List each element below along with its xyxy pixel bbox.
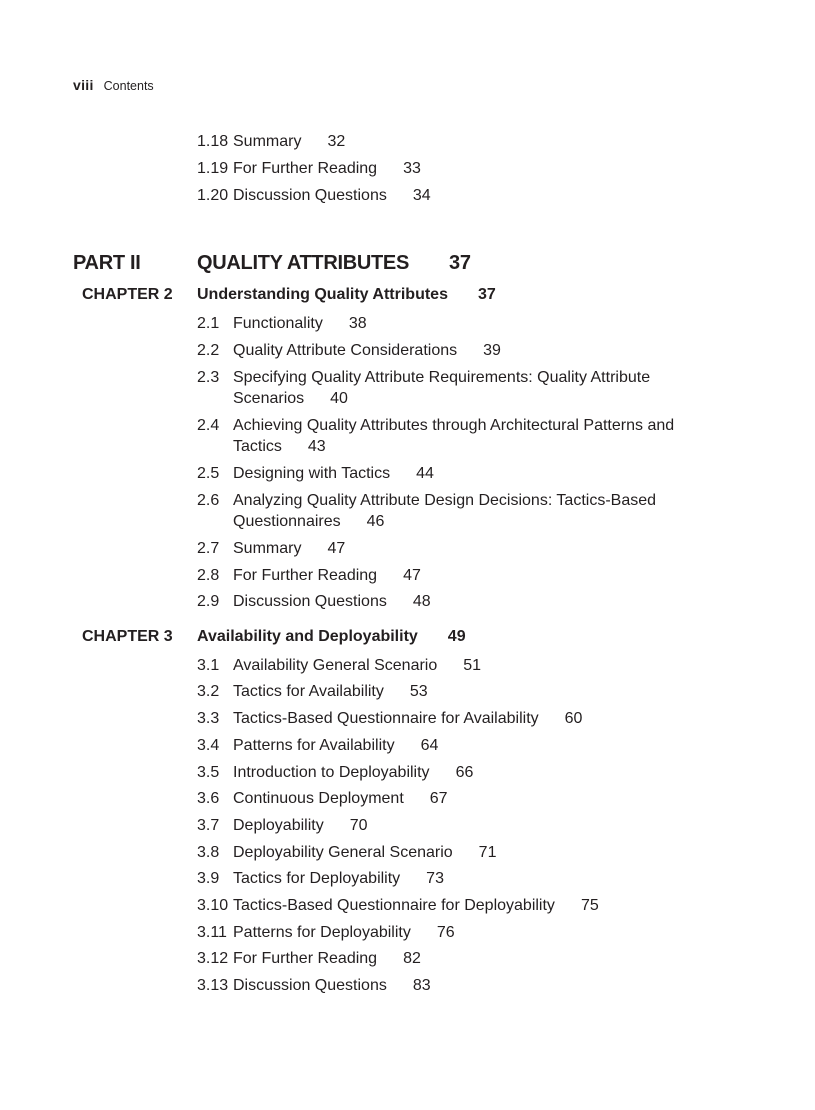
section-title: Discussion Questions	[233, 977, 387, 994]
page-number: 40	[330, 390, 348, 407]
chapter-heading[interactable]	[197, 286, 496, 304]
section-title: Introduction to Deployability	[233, 764, 430, 781]
page-number: 76	[436, 924, 455, 941]
page-number: 47	[403, 567, 421, 584]
section-number: 2.1	[197, 315, 220, 332]
section-number: 3.4	[197, 737, 220, 754]
section-number: 3.10	[197, 897, 229, 914]
part-heading[interactable]	[197, 252, 471, 275]
page-number: 33	[403, 160, 421, 177]
section-number: 3.2	[197, 683, 220, 700]
page-number: 71	[478, 844, 497, 861]
section-number: 3.3	[197, 710, 220, 727]
page-number: 32	[327, 133, 346, 150]
section-number: 3.1	[197, 657, 220, 674]
section-number: 3.9	[197, 870, 220, 887]
section-title: Discussion Questions	[233, 187, 387, 204]
page-number: 70	[349, 817, 368, 834]
section-title: Summary	[233, 133, 302, 150]
section-title: Tactics for Availability	[233, 683, 384, 700]
section-number: 1.19	[197, 160, 229, 177]
section-number: 2.7	[197, 540, 220, 557]
running-head-title: Contents	[103, 79, 154, 93]
section-number: 1.18	[197, 133, 229, 150]
section-title: Patterns for Deployability	[233, 924, 411, 941]
section-title: Patterns for Availability	[233, 737, 395, 754]
section-title: For Further Reading	[233, 567, 378, 584]
section-title: Specifying Quality Attribute Requirements: Quality Attribute Scenarios	[233, 369, 651, 407]
page-number: 73	[426, 870, 444, 887]
page-folio: viii	[73, 77, 94, 93]
section-title: Quality Attribute Considerations	[233, 342, 458, 359]
section-number: 2.9	[197, 593, 220, 610]
page-number: 39	[483, 342, 501, 359]
section-title: Summary	[233, 540, 302, 557]
section-title: Analyzing Quality Attribute Design Decisions: Tactics-Based Questionnaires	[233, 492, 657, 530]
section-title: Deployability General Scenario	[233, 844, 453, 861]
section-number: 3.8	[197, 844, 220, 861]
section-title: For Further Reading	[233, 950, 378, 967]
section-number: 3.5	[197, 764, 220, 781]
section-number: 1.20	[197, 187, 229, 204]
chapter-label: CHAPTER 3	[82, 628, 173, 645]
section-title: Tactics-Based Questionnaire for Availability	[233, 710, 539, 727]
section-title: Tactics for Deployability	[233, 870, 401, 887]
section-title: Achieving Quality Attributes through Architectural Patterns and Tactics	[233, 417, 675, 455]
chapter-label: CHAPTER 2	[82, 286, 173, 303]
chapter-page-number: 37	[477, 286, 496, 303]
page-number: 44	[416, 465, 434, 482]
section-title: Functionality	[233, 315, 323, 332]
section-number: 3.7	[197, 817, 220, 834]
page-number: 66	[455, 764, 474, 781]
page-number: 64	[420, 737, 439, 754]
section-title: Discussion Questions	[233, 593, 387, 610]
page-number: 34	[412, 187, 431, 204]
section-number: 2.8	[197, 567, 220, 584]
section-number: 3.11	[197, 924, 227, 941]
section-number: 3.13	[197, 977, 229, 994]
page-number: 60	[564, 710, 583, 727]
page-number: 47	[327, 540, 346, 557]
section-title: For Further Reading	[233, 160, 378, 177]
chapter-title: Understanding Quality Attributes	[197, 286, 448, 303]
section-title: Designing with Tactics	[233, 465, 391, 482]
page-number: 83	[412, 977, 431, 994]
chapter-page-number: 49	[447, 628, 466, 645]
chapter-title: Availability and Deployability	[197, 628, 418, 645]
page-number: 43	[307, 438, 326, 455]
page-number: 75	[580, 897, 599, 914]
page-number: 51	[463, 657, 482, 674]
page-number: 38	[348, 315, 367, 332]
page-number: 67	[429, 790, 448, 807]
section-number: 2.5	[197, 465, 220, 482]
part-page-number: 37	[449, 252, 471, 274]
running-head	[73, 77, 154, 93]
part-label: PART II	[73, 252, 141, 274]
part-title: QUALITY ATTRIBUTES	[197, 252, 410, 274]
section-title: Continuous Deployment	[233, 790, 404, 807]
section-number: 3.12	[197, 950, 229, 967]
section-number: 2.4	[197, 417, 220, 434]
chapter-heading[interactable]	[197, 628, 466, 646]
section-number: 3.6	[197, 790, 220, 807]
page-number: 46	[366, 513, 385, 530]
section-title: Tactics-Based Questionnaire for Deployability	[233, 897, 555, 914]
page-number: 48	[412, 593, 431, 610]
section-number: 2.2	[197, 342, 220, 359]
page-number: 82	[403, 950, 421, 967]
section-title: Deployability	[233, 817, 324, 834]
section-title: Availability General Scenario	[233, 657, 438, 674]
section-number: 2.6	[197, 492, 220, 509]
section-number: 2.3	[197, 369, 220, 386]
page-number: 53	[409, 683, 428, 700]
